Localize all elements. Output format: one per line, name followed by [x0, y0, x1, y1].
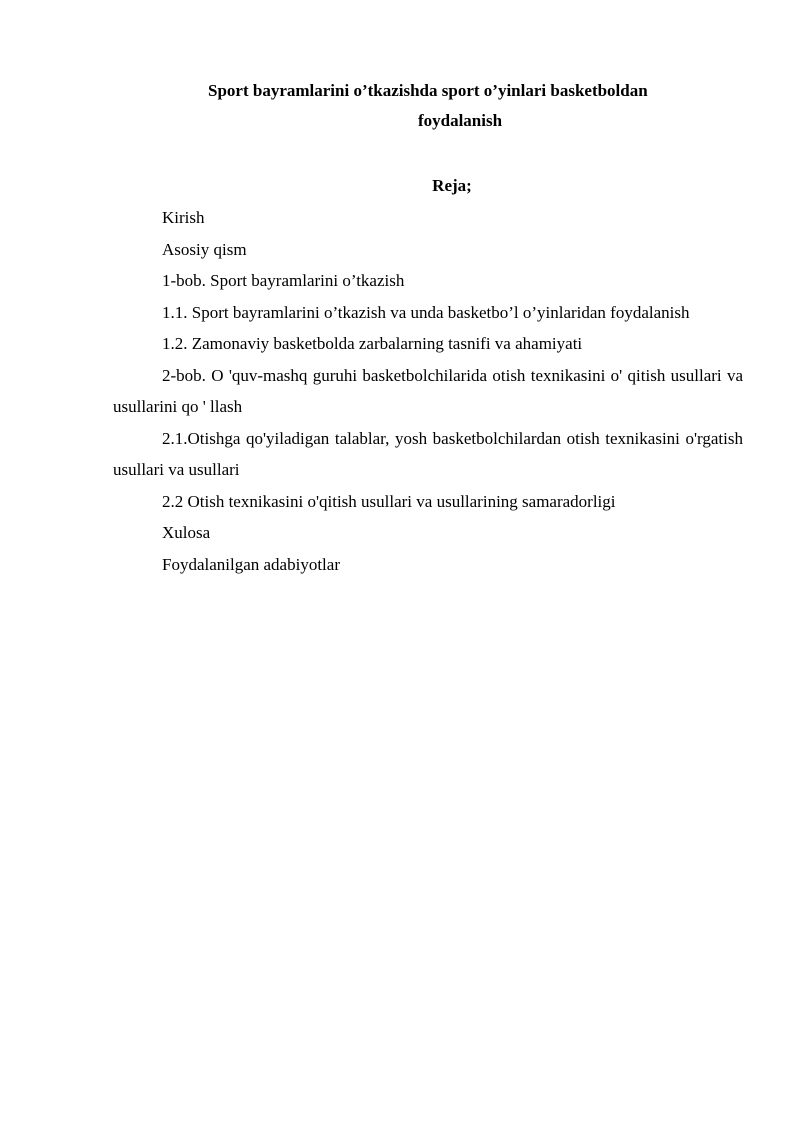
title-line-1: Sport bayramlarini o’tkazishda sport o’yinlari basketboldan: [208, 81, 648, 100]
toc-item-section-2-2: 2.2 Otish texnikasini o'qitish usullari va usullarining samaradorligi: [162, 491, 616, 511]
plan-heading: Reja;: [432, 176, 472, 195]
toc-item-chapter-1: 1-bob. Sport bayramlarini o’tkazish: [162, 271, 405, 290]
toc-item-section-2-1: 2.1.Otishga qo'yiladigan talablar, yosh basketbolchilardan otish texnikasini o'rgatish usullari va usullari: [113, 428, 743, 479]
toc-item-main-part: Asosiy qism: [162, 239, 247, 259]
toc-item-introduction: Kirish: [162, 208, 205, 227]
toc-item-chapter-2: 2-bob. O 'quv-mashq guruhi basketbolchilarida otish texnikasini o' qitish usullari va usullarini qo ' llash: [113, 365, 743, 416]
toc-item-conclusion: Xulosa: [162, 523, 211, 542]
title-line-2: foydalanish: [417, 111, 503, 130]
toc-item-section-1-1: 1.1. Sport bayramlarini o’tkazish va unda basketbo’l o’yinlaridan foydalanish: [162, 302, 690, 322]
table-of-contents: [113, 202, 743, 580]
toc-item-references: Foydalanilgan adabiyotlar: [162, 554, 340, 574]
toc-item-section-1-2: 1.2. Zamonaviy basketbolda zarbalarning tasnifi va ahamiyati: [162, 334, 583, 353]
document-title: [113, 76, 743, 136]
